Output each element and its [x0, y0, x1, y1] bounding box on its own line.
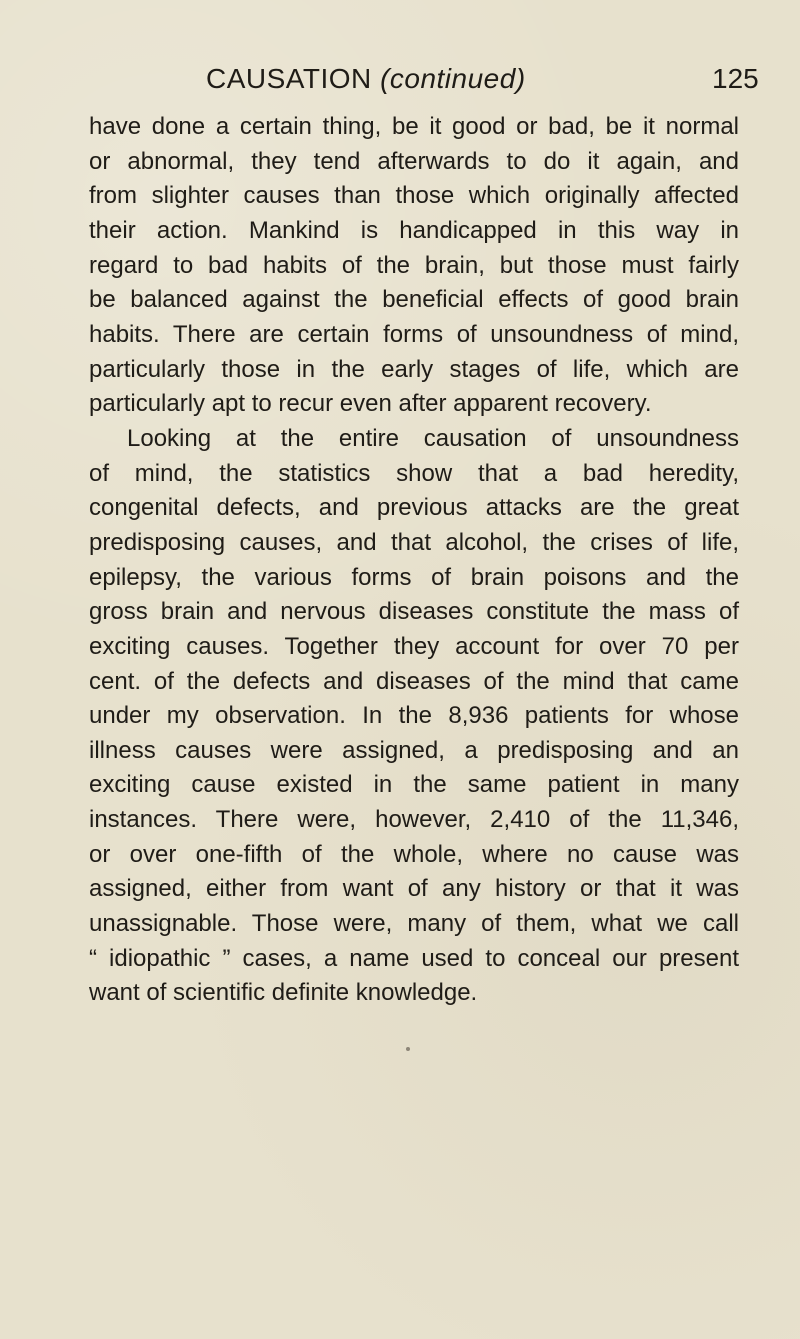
text-line: cent. of the defects and diseases of the mind that came	[89, 667, 739, 695]
text-line: particularly apt to recur even after apparent recovery.	[89, 390, 652, 418]
text-line: exciting causes. Together they account for over 70 per	[89, 632, 739, 660]
page-header	[0, 63, 800, 103]
text-line: habits. There are certain forms of unsoundness of mind,	[89, 320, 739, 348]
text-line: their action. Mankind is handicapped in this way in	[89, 216, 739, 244]
text-line: have done a certain thing, be it good or bad, be it normal	[89, 113, 739, 140]
text-line: congenital defects, and previous attacks are the great	[89, 494, 739, 522]
text-line: particularly those in the early stages of life, which are	[89, 355, 739, 383]
text-line: gross brain and nervous diseases constitute the mass of	[89, 598, 739, 626]
text-line: instances. There were, however, 2,410 of the 11,346,	[89, 806, 739, 834]
running-head-main: CAUSATION	[206, 63, 381, 94]
running-head	[206, 63, 526, 95]
page-number: 125	[712, 63, 759, 94]
text-line: unassignable. Those were, many of them, what we call	[89, 910, 739, 938]
text-line: regard to bad habits of the brain, but those must fairly	[89, 251, 739, 279]
text-line: want of scientific definite knowledge.	[89, 979, 478, 1007]
text-line: illness causes were assigned, a predisposing and an	[89, 736, 739, 764]
text-line: be balanced against the beneficial effects of good brain	[89, 286, 739, 314]
text-line: of mind, the statistics show that a bad heredity,	[89, 459, 739, 487]
text-line: or abnormal, they tend afterwards to do it again, and	[89, 147, 739, 175]
text-line: assigned, either from want of any history or that it was	[89, 875, 739, 903]
text-line: or over one-fifth of the whole, where no cause was	[89, 840, 739, 868]
text-line: predisposing causes, and that alcohol, the crises of life,	[89, 528, 739, 556]
text-line: “ idiopathic ” cases, a name used to conceal our present	[89, 944, 739, 972]
text-line: under my observation. In the 8,936 patients for whose	[89, 702, 739, 730]
text-line: epilepsy, the various forms of brain poisons and the	[89, 563, 739, 591]
text-line: exciting cause existed in the same patient in many	[89, 771, 739, 799]
text-line: Looking at the entire causation of unsoundness	[127, 424, 739, 452]
text-line: from slighter causes than those which originally affected	[89, 182, 739, 210]
running-head-continued: (continued)	[380, 63, 526, 94]
body-text	[89, 110, 739, 1011]
paper-speck	[406, 1047, 410, 1051]
